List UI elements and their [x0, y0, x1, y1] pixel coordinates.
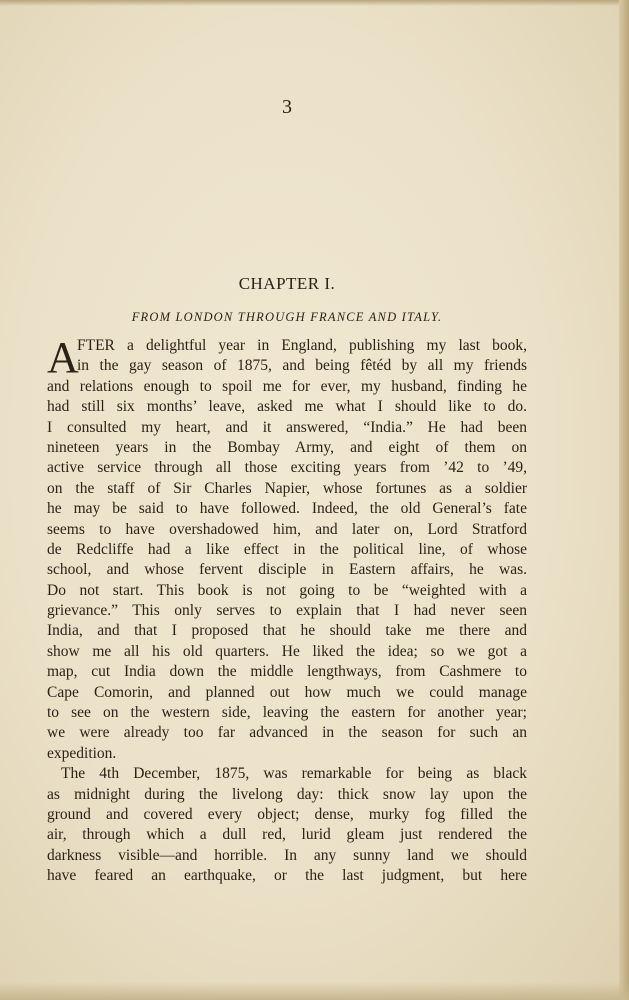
- text-line: grievance.” This only serves to explain that I had never seen: [47, 602, 527, 620]
- text-line: darkness visible—and horrible. In any sunny land we should: [47, 846, 527, 864]
- text-line: seems to have overshadowed him, and later on, Lord Stratford: [47, 520, 527, 538]
- text-line: as midnight during the livelong day: thick snow lay upon the: [47, 785, 527, 803]
- text-line: show me all his old quarters. He liked the idea; so we got a: [47, 642, 527, 660]
- text-line: he may be said to have followed. Indeed, the old General’s fate: [47, 500, 527, 518]
- chapter-subtitle: FROM LONDON THROUGH FRANCE AND ITALY.: [131, 310, 443, 324]
- text-line: active service through all those exciting years from ’42 to ’49,: [47, 459, 527, 477]
- text-line: and relations enough to spoil me for ever, my husband, finding he: [47, 377, 527, 395]
- text-line: de Redcliffe had a like effect in the political line, of whose: [47, 540, 527, 558]
- text-line: nineteen years in the Bombay Army, and eight of them on: [47, 438, 527, 456]
- text-line: Do not start. This book is not going to be “weighted with a: [47, 581, 527, 599]
- text-line: ground and covered every object; dense, murky fog filled the: [47, 805, 527, 823]
- page-top-shadow: [0, 0, 629, 6]
- text-line: The 4th December, 1875, was remarkable for being as black: [61, 765, 527, 783]
- text-line: FTER a delightful year in England, publishing my last book,: [77, 337, 527, 354]
- page-number: 3: [282, 96, 292, 118]
- text-line: I consulted my heart, and it answered, “India.” He had been: [47, 418, 527, 436]
- text-line: Cape Comorin, and planned out how much we could manage: [47, 683, 527, 701]
- text-line: air, through which a dull red, lurid gleam just rendered the: [47, 826, 527, 844]
- text-line: to see on the western side, leaving the eastern for another year;: [47, 704, 527, 722]
- text-line: school, and whose fervent disciple in Eastern affairs, he was.: [47, 561, 527, 579]
- page-right-edge: [619, 0, 629, 1000]
- text-line: expedition.: [47, 744, 117, 762]
- page-bottom-shadow: [0, 982, 629, 1000]
- text-line: have feared an earthquake, or the last judgment, but here: [47, 867, 527, 885]
- text-line: on the staff of Sir Charles Napier, whose fortunes as a soldier: [47, 479, 527, 497]
- text-line: map, cut India down the middle lengthways, from Cashmere to: [47, 663, 527, 681]
- text-line: we were already too far advanced in the season for such an: [47, 724, 527, 742]
- text-line: had still six months’ leave, asked me what I should like to do.: [47, 398, 527, 416]
- chapter-title: CHAPTER I.: [238, 274, 336, 293]
- drop-cap: A: [47, 333, 79, 382]
- text-line: in the gay season of 1875, and being fêtéd by all my friends: [77, 357, 527, 375]
- body-text: [47, 333, 527, 887]
- text-line: India, and that I proposed that he should take me there and: [47, 622, 527, 640]
